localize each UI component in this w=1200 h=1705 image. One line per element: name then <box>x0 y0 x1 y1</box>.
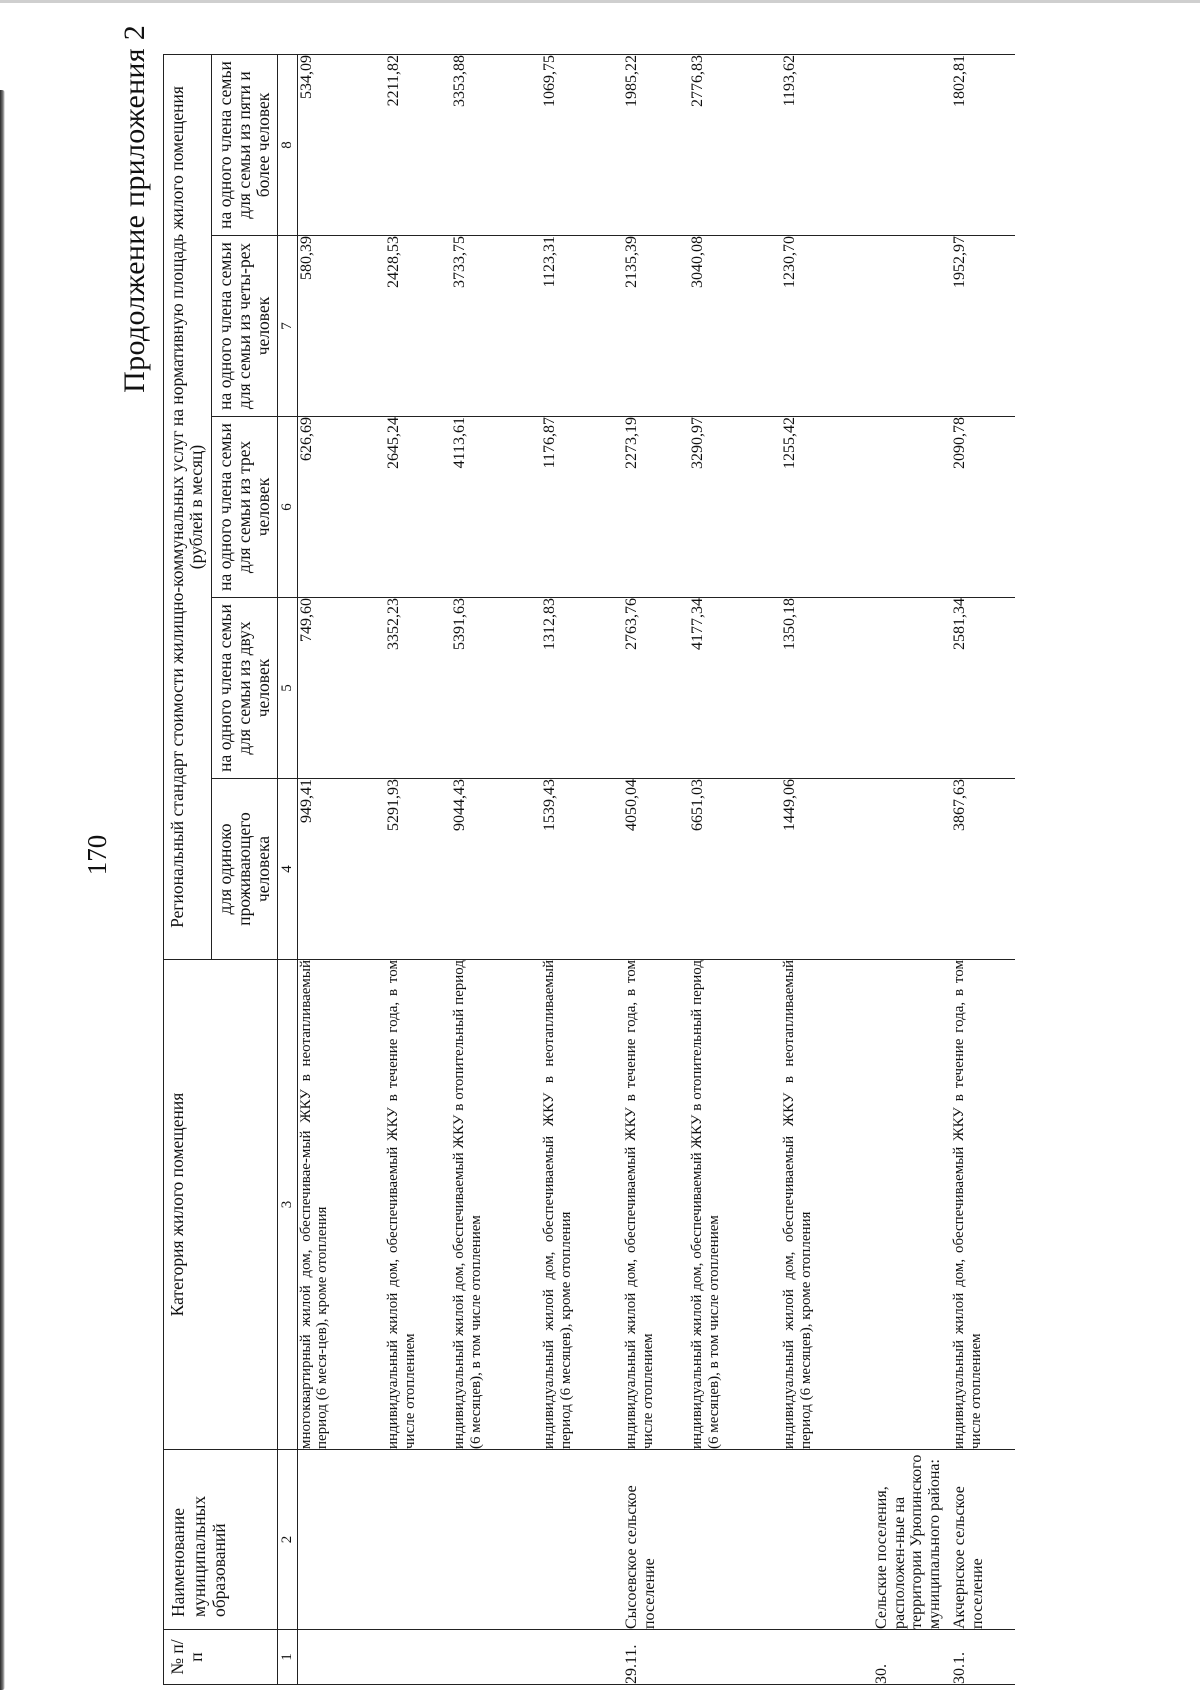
value-two: 2581,34 <box>945 598 1015 779</box>
col-number: 4 <box>278 779 298 960</box>
row-number <box>385 1630 451 1685</box>
row-number <box>451 1630 541 1685</box>
housing-category: индивидуальный жилой дом, обеспечиваемый ЖКУ в неотапливаемый период (6 месяцев), кроме отопления <box>781 960 873 1450</box>
municipality-name <box>689 1450 781 1630</box>
value-three: 1255,42 <box>781 417 873 598</box>
appendix-continuation-note: Продолжение приложения 2 <box>118 25 151 393</box>
value-three <box>873 417 945 598</box>
value-single: 9044,43 <box>451 779 541 960</box>
housing-category <box>873 960 945 1450</box>
value-two: 4177,34 <box>689 598 781 779</box>
value-five-plus: 1802,81 <box>945 55 1015 236</box>
municipality-name <box>541 1450 623 1630</box>
col-number: 2 <box>278 1450 298 1630</box>
municipality-name <box>781 1450 873 1630</box>
value-two: 749,60 <box>297 598 385 779</box>
value-three: 2645,24 <box>385 417 451 598</box>
row-number <box>297 1630 385 1685</box>
value-two: 1312,83 <box>541 598 623 779</box>
header-sub-col-5: на одного члена семьи для семьи из пяти и более человек <box>211 55 278 236</box>
value-two <box>873 598 945 779</box>
value-single: 6651,03 <box>689 779 781 960</box>
value-four: 1123,31 <box>541 236 623 417</box>
value-three: 2090,78 <box>945 417 1015 598</box>
municipality-name <box>451 1450 541 1630</box>
table-body <box>297 55 1015 1685</box>
value-five-plus: 2776,83 <box>689 55 781 236</box>
value-single: 5291,93 <box>385 779 451 960</box>
municipality-name: Сельские поселения, расположен-ные на территории Урюпинского муниципального района: <box>873 1450 945 1630</box>
municipality-name <box>297 1450 385 1630</box>
value-five-plus: 1985,22 <box>623 55 689 236</box>
value-single: 4050,04 <box>623 779 689 960</box>
table-row <box>385 55 451 1685</box>
housing-category: многоквартирный жилой дом, обеспечивае-мый ЖКУ в неотапливаемый период (6 меся-цев), кроме отопления <box>297 960 385 1450</box>
table-row <box>623 55 689 1685</box>
value-four: 2135,39 <box>623 236 689 417</box>
housing-category: индивидуальный жилой дом, обеспечиваемый ЖКУ в течение года, в том числе отоплением <box>385 960 451 1450</box>
value-four: 2428,53 <box>385 236 451 417</box>
table-row <box>451 55 541 1685</box>
municipality-name: Акчернское сельское поселение <box>945 1450 1015 1630</box>
value-five-plus: 534,09 <box>297 55 385 236</box>
col-number: 7 <box>278 236 298 417</box>
value-five-plus: 1193,62 <box>781 55 873 236</box>
col-number: 5 <box>278 598 298 779</box>
header-sub-col-2: на одного члена семьи для семьи из двух человек <box>211 598 278 779</box>
value-single: 1449,06 <box>781 779 873 960</box>
value-two: 1350,18 <box>781 598 873 779</box>
row-number: 29.11. <box>623 1630 689 1685</box>
col-number: 1 <box>278 1630 298 1685</box>
value-four: 3040,08 <box>689 236 781 417</box>
value-four: 580,39 <box>297 236 385 417</box>
value-three: 2273,19 <box>623 417 689 598</box>
value-four: 3733,75 <box>451 236 541 417</box>
value-five-plus <box>873 55 945 236</box>
header-col-standard: Региональный стандарт стоимости жилищно-коммунальных услуг на нормативную площадь жилого помещения (рублей в месяц) <box>164 55 212 960</box>
municipality-name <box>385 1450 451 1630</box>
housing-standard-table <box>163 54 1015 1685</box>
table-header <box>164 55 298 1685</box>
header-sub-col-3: на одного члена семьи для семьи из трех человек <box>211 417 278 598</box>
table-row <box>781 55 873 1685</box>
page-number: 170 <box>82 834 112 876</box>
row-number: 30. <box>873 1630 945 1685</box>
housing-category: индивидуальный жилой дом, обеспечиваемый ЖКУ в течение года, в том числе отоплением <box>945 960 1015 1450</box>
value-five-plus: 2211,82 <box>385 55 451 236</box>
header-col-name: Наименование муниципальных образований <box>164 1450 278 1630</box>
value-three: 3290,97 <box>689 417 781 598</box>
table-row <box>541 55 623 1685</box>
housing-category: индивидуальный жилой дом, обеспечиваемый ЖКУ в неотапливаемый период (6 месяцев), кроме отопления <box>541 960 623 1450</box>
value-five-plus: 1069,75 <box>541 55 623 236</box>
table-row <box>297 55 385 1685</box>
col-number: 3 <box>278 960 298 1450</box>
row-number: 30.1. <box>945 1630 1015 1685</box>
table-row <box>873 55 945 1685</box>
header-col-no: № п/п <box>164 1630 278 1685</box>
housing-category: индивидуальный жилой дом, обеспечиваемый ЖКУ в отопительный период (6 месяцев), в том числе отоплением <box>689 960 781 1450</box>
value-three: 4113,61 <box>451 417 541 598</box>
row-number <box>781 1630 873 1685</box>
value-single: 949,41 <box>297 779 385 960</box>
row-number <box>689 1630 781 1685</box>
table-row <box>689 55 781 1685</box>
header-sub-col-1: для одиноко проживающего человека <box>211 779 278 960</box>
value-two: 2763,76 <box>623 598 689 779</box>
row-number <box>541 1630 623 1685</box>
value-three: 1176,87 <box>541 417 623 598</box>
col-number: 6 <box>278 417 298 598</box>
value-four: 1230,70 <box>781 236 873 417</box>
housing-category: индивидуальный жилой дом, обеспечиваемый ЖКУ в течение года, в том числе отоплением <box>623 960 689 1450</box>
value-two: 3352,23 <box>385 598 451 779</box>
value-single: 1539,43 <box>541 779 623 960</box>
value-two: 5391,63 <box>451 598 541 779</box>
header-col-category: Категория жилого помещения <box>164 960 278 1450</box>
table-row <box>945 55 1015 1685</box>
housing-category: индивидуальный жилой дом, обеспечиваемый ЖКУ в отопительный период (6 месяцев), в том числе отоплением <box>451 960 541 1450</box>
value-four: 1952,97 <box>945 236 1015 417</box>
value-single <box>873 779 945 960</box>
municipality-name: Сысоевское сельское поселение <box>623 1450 689 1630</box>
col-number: 8 <box>278 55 298 236</box>
value-three: 626,69 <box>297 417 385 598</box>
value-five-plus: 3353,88 <box>451 55 541 236</box>
value-single: 3867,63 <box>945 779 1015 960</box>
value-four <box>873 236 945 417</box>
header-sub-col-4: на одного члена семьи для семьи из четы-рех человек <box>211 236 278 417</box>
